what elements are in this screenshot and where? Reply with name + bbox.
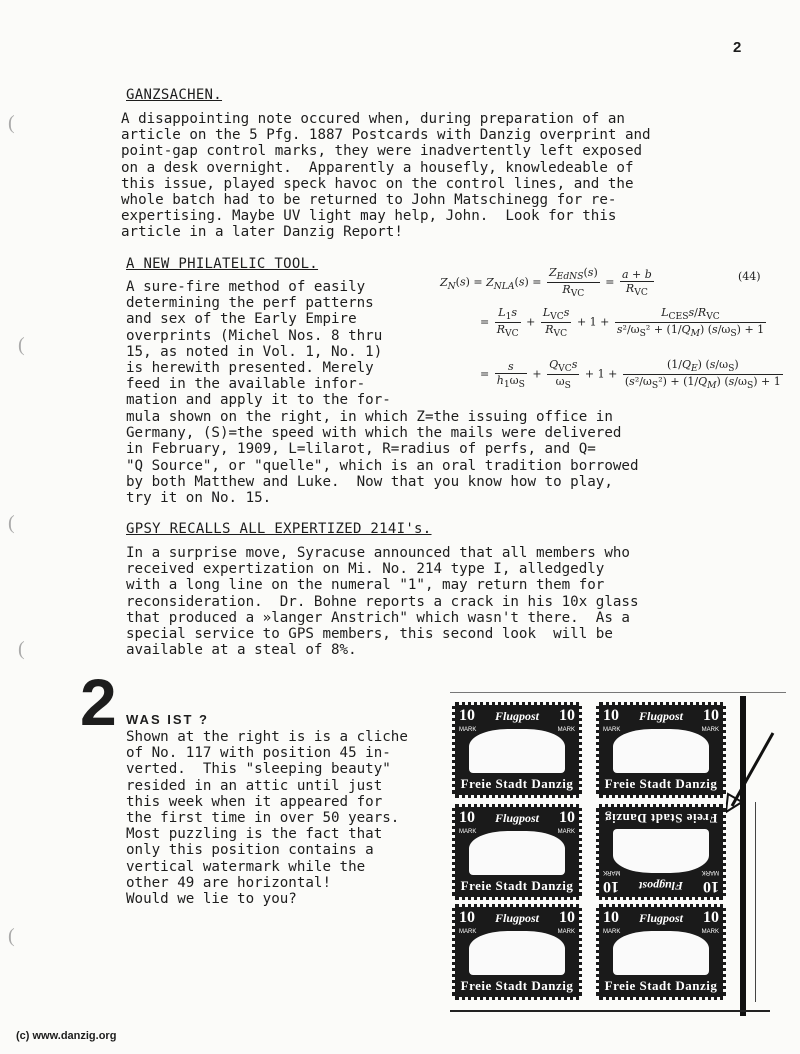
stamp-3: 10 10 Flugpost MARK MARK Freie Stadt Danzig <box>452 804 582 900</box>
block-top-edge <box>450 692 786 693</box>
ganzsachen-paragraph: A disappointing note occured when, during preparation of an article on the 5 Pfg. 1887 Postcards with Danzig overprint and point-gap control marks, they were inadvertently left exposed on a desk overnight. Apparently a housefly, knowledeable of this issue, played speck havoc on the control lines, and the whole batch had to be returned to John Matschinegg for re- expertising. Maybe UV light may help, John. Look for this article in a later Danzig Report! <box>121 111 651 241</box>
margin-mark: ( <box>18 334 25 356</box>
stamp-4-inverted: 10 10 Flugpost MARK MARK Freie Stadt Danzig <box>596 804 726 900</box>
margin-mark: ( <box>18 638 25 660</box>
margin-mark: ( <box>8 112 15 134</box>
gpsy-paragraph: In a surprise move, Syracuse announced that all members who received expertization on Mi. No. 214 type I, alledgedly with a long line on the numeral "1", may return them for reconsideration. Dr. Bohne reports a crack in his 10x glass that produced a »langer Anstrich" which wasn't there. As a special service to GPS members, this second look will be available at a steal of 8%. <box>126 545 639 659</box>
formula: $Z_N(s) = Z_{NLA}(s)$ = $Z_{EdNS}(s)$ $R_{VC}$ = a + b $R_{VC}$ (44) = $L_1s$ $R_{VC}$ + $L_{VC}s$ $R_{VC}$ + 1 + $L_{CES}s/R_{VC}$ $s^2/\omega_S^2 + (1/Q_M) (s/\omega_S) + 1$ = $\frac{s}{h_1\omega_S}$ + $Q_{VC}s$ $\omega_S$ + 1 + $\frac{(1/Q_E) (s/\omega_S)}{(s^2/\omega_S^2) + (1/Q_M) (s/\omega_S) + 1}$ <box>440 266 781 392</box>
margin-mark: ( <box>8 925 15 947</box>
gpsy-heading: GPSY RECALLS ALL EXPERTIZED 214I's. <box>126 521 432 537</box>
was-ist-heading: WAS IST ? <box>126 712 209 727</box>
equation-number: (44) <box>738 270 761 283</box>
stamp-5: 10 10 Flugpost MARK MARK Freie Stadt Danzig <box>452 904 582 1000</box>
tool-paragraph-left: A sure-fire method of easily determining the perf patterns and sex of the Early Empire overprints (Michel Nos. 8 thru 15, as noted in Vol. 1, No. 1) is herewith presented. Merely feed in the available infor- mation and apply it to the for- <box>126 279 391 409</box>
tool-heading: A NEW PHILATELIC TOOL. <box>126 256 319 272</box>
stamp-6: 10 10 Flugpost MARK MARK Freie Stadt Danzig <box>596 904 726 1000</box>
was-ist-paragraph: Shown at the right is is a cliche of No. 117 with position 45 in- verted. This "sleeping beauty" resided in an attic until just this week when it appeared for the first time in over 50 years. Most puzzling is the fact that only this position contains a vertical watermark while the other 49 are horizontal! Would we lie to you? <box>126 729 408 908</box>
footer-copyright: (c) www.danzig.org <box>16 1030 117 1042</box>
section-number: 2 <box>80 665 115 739</box>
ganzsachen-heading: GANZSACHEN. <box>126 87 223 103</box>
sheet-edge <box>755 802 756 1002</box>
block-bottom-edge <box>450 1010 770 1012</box>
page-number: 2 <box>733 39 742 56</box>
stamp-2: 10 10 Flugpost MARK MARK Freie Stadt Danzig <box>596 702 726 798</box>
stamp-block-image <box>450 692 790 1027</box>
stamp-1: 10 10 Flugpost MARK MARK Freie Stadt Danzig <box>452 702 582 798</box>
margin-mark: ( <box>8 512 15 534</box>
tool-paragraph-full: mula shown on the right, in which Z=the issuing office in Germany, (S)=the speed with which the mails were delivered in February, 1909, L=lilarot, R=radius of perfs, and Q= "Q Source", or "quelle", which is an oral tradition borrowed by both Matthew and Luke. Now that you know how to play, try it on No. 15. <box>126 409 639 507</box>
arrow-icon <box>718 728 778 818</box>
